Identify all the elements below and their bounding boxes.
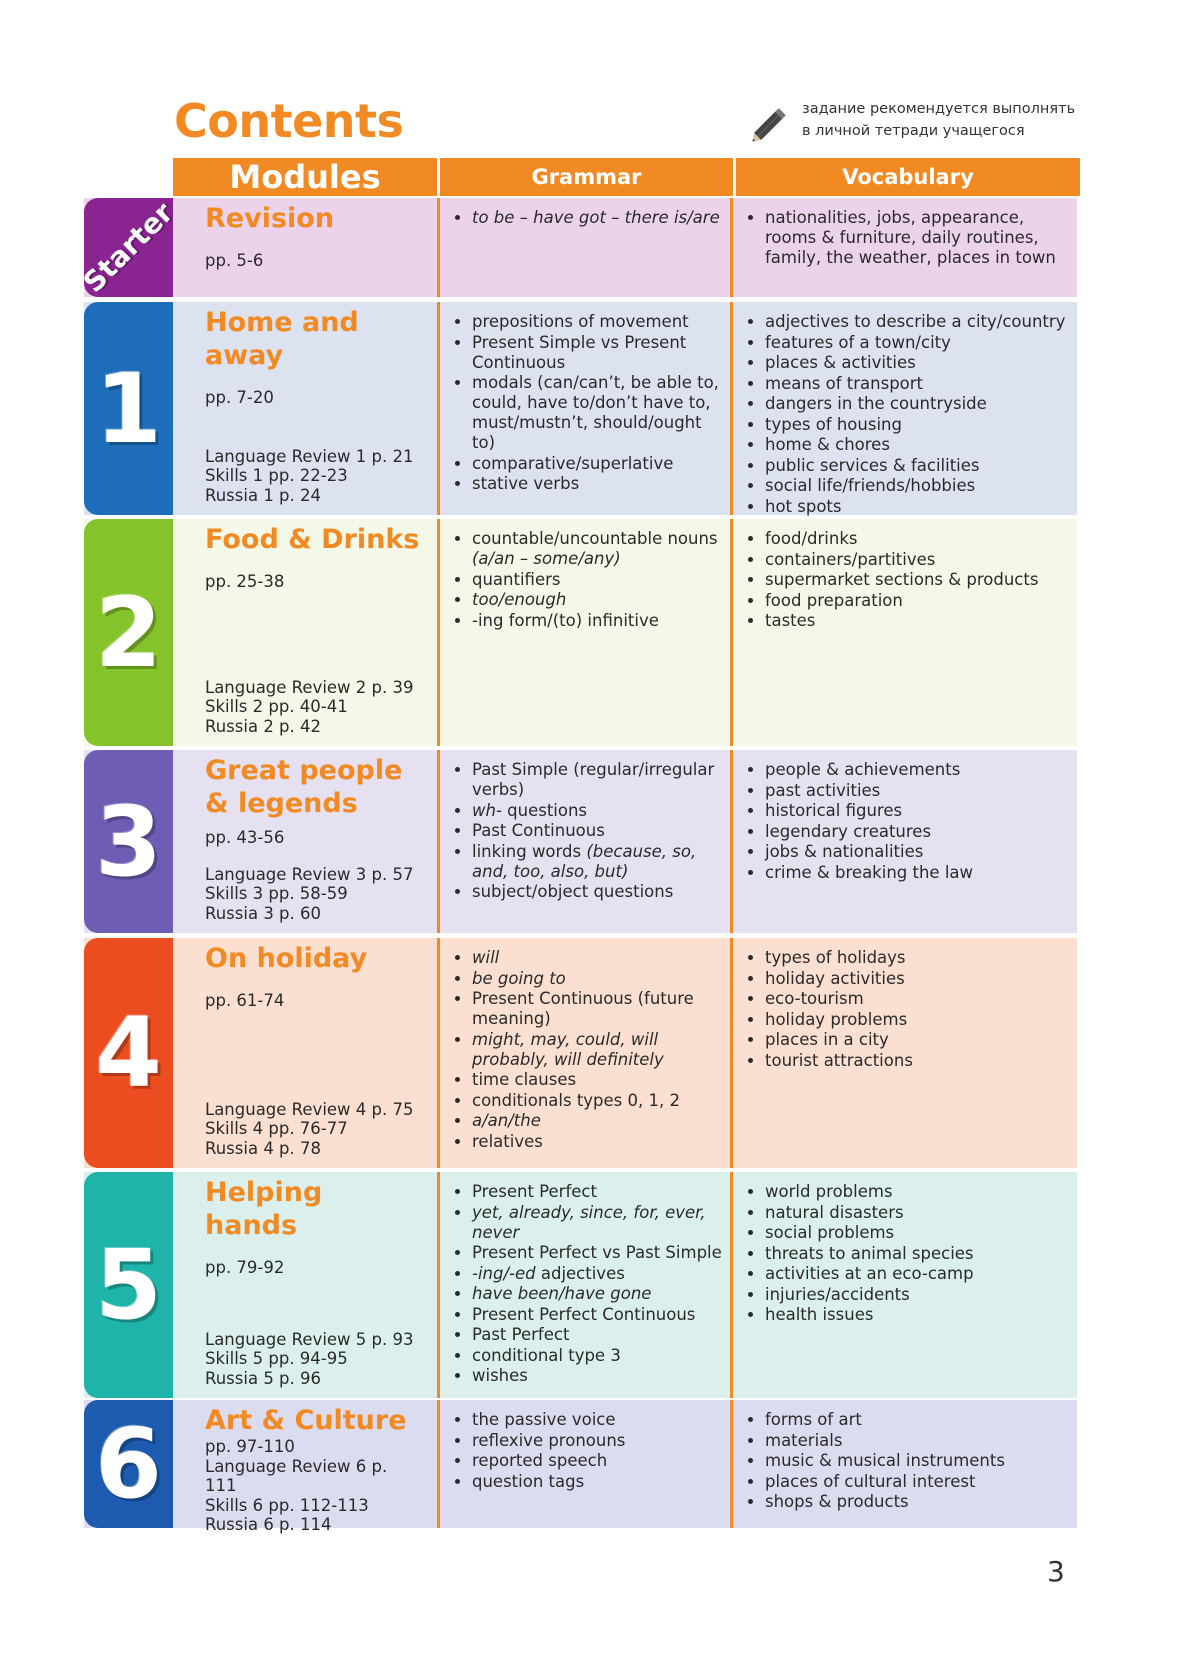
grammar-item: • prepositions of movement (472, 312, 722, 332)
grammar-item: • the passive voice (472, 1410, 722, 1430)
grammar-item: • yet, already, since, for, ever, never (472, 1203, 722, 1243)
grammar-item: • wh- questions (472, 801, 722, 821)
vocabulary-item: • forms of art (765, 1410, 1069, 1430)
module-row-5 (84, 1172, 1077, 1398)
vocabulary-item: • containers/partitives (765, 550, 1069, 570)
module-tab-label: 6 (95, 1408, 162, 1520)
vocabulary-item: • shops & products (765, 1492, 1069, 1512)
grammar-item: • stative verbs (472, 474, 722, 494)
module-cell (173, 519, 437, 746)
module-cell (173, 302, 437, 515)
module-tab (84, 1172, 173, 1398)
module-refs: pp. 97-110 Language Review 6 p. 111 Skills 6 pp. 112-113 Russia 6 p. 114 (205, 1437, 423, 1535)
grammar-cell (437, 198, 730, 297)
vocabulary-item: • health issues (765, 1305, 1069, 1325)
vocabulary-item: • natural disasters (765, 1203, 1069, 1223)
vocabulary-cell (730, 750, 1077, 933)
module-tab-label: 3 (95, 785, 162, 898)
vocabulary-item: • jobs & nationalities (765, 842, 1069, 862)
note-line-1: задание рекомендуется выполнять (802, 101, 1076, 117)
grammar-item: • Past Perfect (472, 1325, 722, 1345)
vocabulary-cell (730, 302, 1077, 515)
grammar-cell (437, 519, 730, 746)
module-row-6 (84, 1400, 1077, 1534)
grammar-cell (437, 938, 730, 1168)
vocabulary-item: • legendary creatures (765, 822, 1069, 842)
vocabulary-item: • injuries/accidents (765, 1285, 1069, 1305)
module-refs: Language Review 4 p. 75 Skills 4 pp. 76-77 Russia 4 p. 78 (205, 1099, 414, 1158)
module-refs: Language Review 2 p. 39 Skills 2 pp. 40-41 Russia 2 p. 42 (205, 677, 414, 736)
vocabulary-cell (730, 1172, 1077, 1398)
module-cell (173, 198, 437, 297)
module-refs: Language Review 3 p. 57 Skills 3 pp. 58-59 Russia 3 p. 60 (205, 864, 414, 923)
grammar-item: • -ing/-ed adjectives (472, 1264, 722, 1284)
grammar-item: • have been/have gone (472, 1284, 722, 1304)
grammar-item: • subject/object questions (472, 882, 722, 902)
module-title: Helping hands (205, 1177, 323, 1241)
module-cell (173, 938, 437, 1168)
grammar-cell (437, 1172, 730, 1398)
grammar-item: • Past Simple (regular/irregular verbs) (472, 760, 722, 800)
module-tab (77, 196, 180, 299)
vocabulary-item: • public services & facilities (765, 456, 1069, 476)
grammar-item: • Present Continuous (future meaning) (472, 989, 722, 1029)
vocabulary-item: • social problems (765, 1223, 1069, 1243)
workbook-note (748, 98, 1075, 146)
vocabulary-item: • holiday problems (765, 1010, 1069, 1030)
module-refs: Language Review 1 p. 21 Skills 1 pp. 22-23 Russia 1 p. 24 (205, 446, 414, 505)
grammar-item: • reflexive pronouns (472, 1431, 722, 1451)
module-tab (84, 750, 173, 933)
header-modules: Modules (173, 158, 437, 196)
vocabulary-item: • places in a city (765, 1030, 1069, 1050)
grammar-cell (437, 1400, 730, 1528)
vocabulary-item: • adjectives to describe a city/country (765, 312, 1069, 332)
module-pages: pp. 5-6 (205, 251, 264, 270)
vocabulary-item: • food preparation (765, 591, 1069, 611)
module-row-2 (84, 519, 1077, 746)
vocabulary-item: • activities at an eco-camp (765, 1264, 1069, 1284)
vocabulary-item: • places of cultural interest (765, 1472, 1069, 1492)
grammar-item: • Present Perfect vs Past Simple (472, 1243, 722, 1263)
module-title: Food & Drinks (205, 524, 420, 555)
header-grammar: Grammar (440, 158, 733, 196)
module-pages: pp. 97-110 (205, 1437, 295, 1456)
vocabulary-item: • food/drinks (765, 529, 1069, 549)
module-pages: pp. 79-92 (205, 1258, 285, 1277)
table-header (173, 158, 1080, 196)
module-pages: pp. 7-20 (205, 388, 274, 407)
grammar-item: • conditional type 3 (472, 1346, 722, 1366)
vocabulary-item: • people & achievements (765, 760, 1069, 780)
module-title: Art & Culture (205, 1405, 407, 1436)
module-tab-label: 2 (95, 576, 162, 689)
vocabulary-item: • eco-tourism (765, 989, 1069, 1009)
module-tab-label: 4 (95, 997, 162, 1109)
module-pages: pp. 25-38 (205, 572, 285, 591)
grammar-item: • too/enough (472, 590, 722, 610)
grammar-item: • to be – have got – there is/are (472, 208, 722, 228)
vocabulary-item: • world problems (765, 1182, 1069, 1202)
vocabulary-cell (730, 1400, 1077, 1528)
vocabulary-item: • places & activities (765, 353, 1069, 373)
module-tab (84, 938, 173, 1168)
module-cell (173, 1400, 437, 1534)
module-row-starter (77, 196, 1077, 299)
vocabulary-cell (730, 938, 1077, 1168)
grammar-item: • -ing form/(to) infinitive (472, 611, 722, 631)
grammar-item: • modals (can/can’t, be able to, could, have to/don’t have to, must/mustn’t, should/ought to) (472, 373, 722, 453)
vocabulary-item: • holiday activities (765, 969, 1069, 989)
grammar-item: • Present Perfect (472, 1182, 722, 1202)
module-title: Revision (205, 203, 335, 234)
vocabulary-item: • home & chores (765, 435, 1069, 455)
grammar-item: • be going to (472, 969, 722, 989)
module-tab-label: Starter (77, 196, 180, 299)
module-cell (173, 1172, 437, 1398)
grammar-item: • quantifiers (472, 570, 722, 590)
grammar-item: • might, may, could, will probably, will definitely (472, 1030, 722, 1070)
module-title: Home and away (205, 307, 359, 371)
vocabulary-item: • historical figures (765, 801, 1069, 821)
grammar-cell (437, 302, 730, 515)
module-row-1 (84, 302, 1077, 515)
page-number: 3 (1047, 1555, 1065, 1588)
vocabulary-item: • social life/friends/hobbies (765, 476, 1069, 496)
vocabulary-item: • features of a town/city (765, 333, 1069, 353)
vocabulary-item: • tastes (765, 611, 1069, 631)
module-row-4 (84, 938, 1077, 1168)
module-title: On holiday (205, 943, 368, 974)
module-pages: pp. 61-74 (205, 991, 285, 1010)
page-title: Contents (174, 94, 404, 148)
grammar-item: • Past Continuous (472, 821, 722, 841)
grammar-item: • reported speech (472, 1451, 722, 1471)
grammar-item: • comparative/superlative (472, 454, 722, 474)
grammar-item: • relatives (472, 1132, 722, 1152)
vocabulary-item: • types of housing (765, 415, 1069, 435)
pencil-icon (748, 100, 794, 146)
module-row-3 (84, 750, 1077, 933)
module-tab-label: 1 (95, 352, 162, 465)
grammar-item: • will (472, 948, 722, 968)
module-tab-label: 5 (95, 1229, 162, 1341)
grammar-item: • wishes (472, 1366, 722, 1386)
grammar-cell (437, 750, 730, 933)
note-line-2: в личной тетради учащегося (802, 123, 1025, 139)
vocabulary-item: • means of transport (765, 374, 1069, 394)
grammar-item: • conditionals types 0, 1, 2 (472, 1091, 722, 1111)
grammar-item: • countable/uncountable nouns (a/an – some/any) (472, 529, 722, 569)
vocabulary-item: • music & musical instruments (765, 1451, 1069, 1471)
vocabulary-item: • types of holidays (765, 948, 1069, 968)
vocabulary-cell (730, 198, 1077, 297)
vocabulary-item: • supermarket sections & products (765, 570, 1069, 590)
grammar-item: • Present Perfect Continuous (472, 1305, 722, 1325)
vocabulary-item: • past activities (765, 781, 1069, 801)
vocabulary-item: • nationalities, jobs, appearance, rooms & furniture, daily routines, family, the weather, places in town (765, 208, 1069, 268)
grammar-item: • time clauses (472, 1070, 722, 1090)
module-pages: pp. 43-56 (205, 828, 285, 847)
grammar-item: • question tags (472, 1472, 722, 1492)
grammar-item: • linking words (because, so, and, too, also, but) (472, 842, 722, 882)
module-tab (84, 302, 173, 515)
module-tab (84, 519, 173, 746)
grammar-item: • Present Simple vs Present Continuous (472, 333, 722, 373)
module-tab (84, 1400, 173, 1528)
module-refs: Language Review 5 p. 93 Skills 5 pp. 94-95 Russia 5 p. 96 (205, 1329, 414, 1388)
vocabulary-item: • tourist attractions (765, 1051, 1069, 1071)
vocabulary-item: • materials (765, 1431, 1069, 1451)
vocabulary-cell (730, 519, 1077, 746)
vocabulary-item: • threats to animal species (765, 1244, 1069, 1264)
header-vocabulary: Vocabulary (736, 158, 1080, 196)
vocabulary-item: • crime & breaking the law (765, 863, 1069, 883)
module-title: Great people & legends (205, 755, 403, 819)
vocabulary-item: • hot spots (765, 497, 1069, 517)
vocabulary-item: • dangers in the countryside (765, 394, 1069, 414)
grammar-item: • a/an/the (472, 1111, 722, 1131)
module-cell (173, 750, 437, 933)
